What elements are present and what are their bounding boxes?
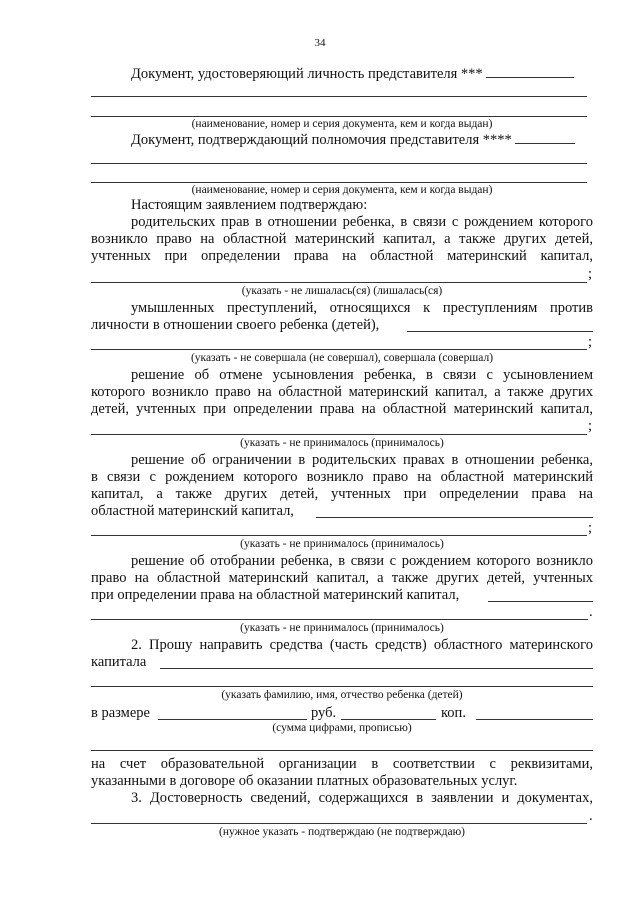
request-line-1: 2. Прошу направить средства (часть средств) областного материнского [131, 637, 593, 653]
child-removal-line-2: право на областной материнский капитал, а также других детей, учтенных [91, 570, 593, 586]
rights-limit-field-1[interactable] [316, 517, 593, 518]
crimes-field-2[interactable] [91, 349, 587, 350]
reliability-caption: (нужное указать - подтверждаю (не подтверждаю) [218, 826, 465, 838]
auth-doc-caption: (наименование, номер и серия документа, кем и когда выдан) [191, 184, 493, 196]
rep-doc-caption: (наименование, номер и серия документа, кем и когда выдан) [191, 118, 493, 130]
child-removal-caption: (указать - не принималось (принималось) [240, 622, 444, 634]
amount-kop-field[interactable] [341, 719, 436, 720]
rep-doc-field[interactable] [486, 65, 574, 78]
amount-kop: коп. [441, 705, 466, 721]
rep-doc-line-1[interactable] [91, 96, 587, 97]
adoption-cancel-line-3: детей, учтенных при определении права на областной материнский капитал, [91, 401, 593, 417]
auth-doc-line-1[interactable] [91, 163, 587, 164]
auth-doc-field[interactable] [515, 131, 575, 144]
reliability-period: . [589, 808, 593, 824]
request-line-2: капитала [91, 654, 147, 670]
adoption-cancel-line-2: которого возникло право на областной материнский капитал, а также других [91, 384, 593, 400]
adoption-cancel-caption: (указать - не принималось (принималось) [240, 437, 444, 449]
account-line-1: на счет образовательной организации в соответствии с реквизитами, [91, 756, 593, 772]
crimes-line-1: умышленных преступлений, относящихся к преступлениям против [131, 300, 593, 316]
amount-rub: руб. [311, 705, 337, 721]
rights-limit-line-1: решение об ограничении в родительских правах в отношении ребенка, [131, 452, 593, 468]
crimes-field-1[interactable] [407, 331, 593, 332]
crimes-semicolon: ; [588, 334, 593, 350]
auth-doc-label: Документ, подтверждающий полномочия представителя **** [131, 131, 575, 149]
child-removal-line-1: решение об отобрании ребенка, в связи с рождением которого возникло [131, 553, 593, 569]
child-removal-period: . [589, 604, 593, 620]
parental-rights-line-2: возникло право на областной материнский капитал, а также других детей, [91, 231, 593, 247]
amount-prefix: в размере [91, 705, 150, 721]
amount-extra-field[interactable] [476, 719, 593, 720]
account-line-2: указанными в договоре об оказании платных образовательных услуг. [91, 773, 518, 789]
rights-limit-semicolon: ; [588, 520, 593, 536]
adoption-cancel-semicolon: ; [588, 418, 593, 434]
parental-rights-caption: (указать - не лишалась(ся) (лишалась(ся) [241, 285, 443, 297]
rep-doc-label: Документ, удостоверяющий личность представителя *** [131, 65, 574, 83]
request-caption: (указать фамилию, имя, отчество ребенка (детей) [221, 689, 463, 701]
confirm-intro: Настоящим заявлением подтверждаю: [131, 197, 368, 213]
reliability-line-1: 3. Достоверность сведений, содержащихся в заявлении и документах, [131, 790, 593, 806]
child-removal-line-3: при определении права на областной материнский капитал, [91, 587, 460, 603]
rights-limit-caption: (указать - не принималось (принималось) [240, 538, 444, 550]
auth-doc-line-2[interactable] [91, 182, 587, 183]
adoption-cancel-field[interactable] [91, 434, 587, 435]
request-field-2[interactable] [91, 686, 593, 687]
rep-doc-line-2[interactable] [91, 116, 587, 117]
amount-caption: (сумма цифрами, прописью) [272, 722, 412, 734]
reliability-field[interactable] [91, 823, 587, 824]
parental-rights-line-1: родительских прав в отношении ребенка, в связи с рождением которого [131, 214, 593, 230]
parental-rights-line-3: учтенных при определении права на областной материнский капитал, [91, 248, 593, 264]
child-removal-field-2[interactable] [91, 619, 588, 620]
page-number: 34 [314, 37, 326, 49]
rights-limit-line-4: областной материнский капитал, [91, 503, 294, 519]
rights-limit-line-2: в связи с рождением которого возникло право на областной материнский [91, 469, 593, 485]
crimes-line-2: личности в отношении своего ребенка (детей), [91, 317, 380, 333]
child-removal-field-1[interactable] [488, 601, 593, 602]
amount-words-field[interactable] [91, 750, 593, 751]
crimes-caption: (указать - не совершала (не совершал), совершала (совершал) [190, 352, 494, 364]
adoption-cancel-line-1: решение об отмене усыновления ребенка, в связи с усыновлением [131, 367, 593, 383]
rights-limit-field-2[interactable] [91, 535, 587, 536]
parental-rights-semicolon: ; [588, 266, 593, 282]
amount-rub-field[interactable] [158, 719, 307, 720]
parental-rights-field[interactable] [91, 282, 587, 283]
request-field-1[interactable] [160, 668, 593, 669]
rights-limit-line-3: капитал, а также других детей, учтенных при определении права на [91, 486, 593, 502]
